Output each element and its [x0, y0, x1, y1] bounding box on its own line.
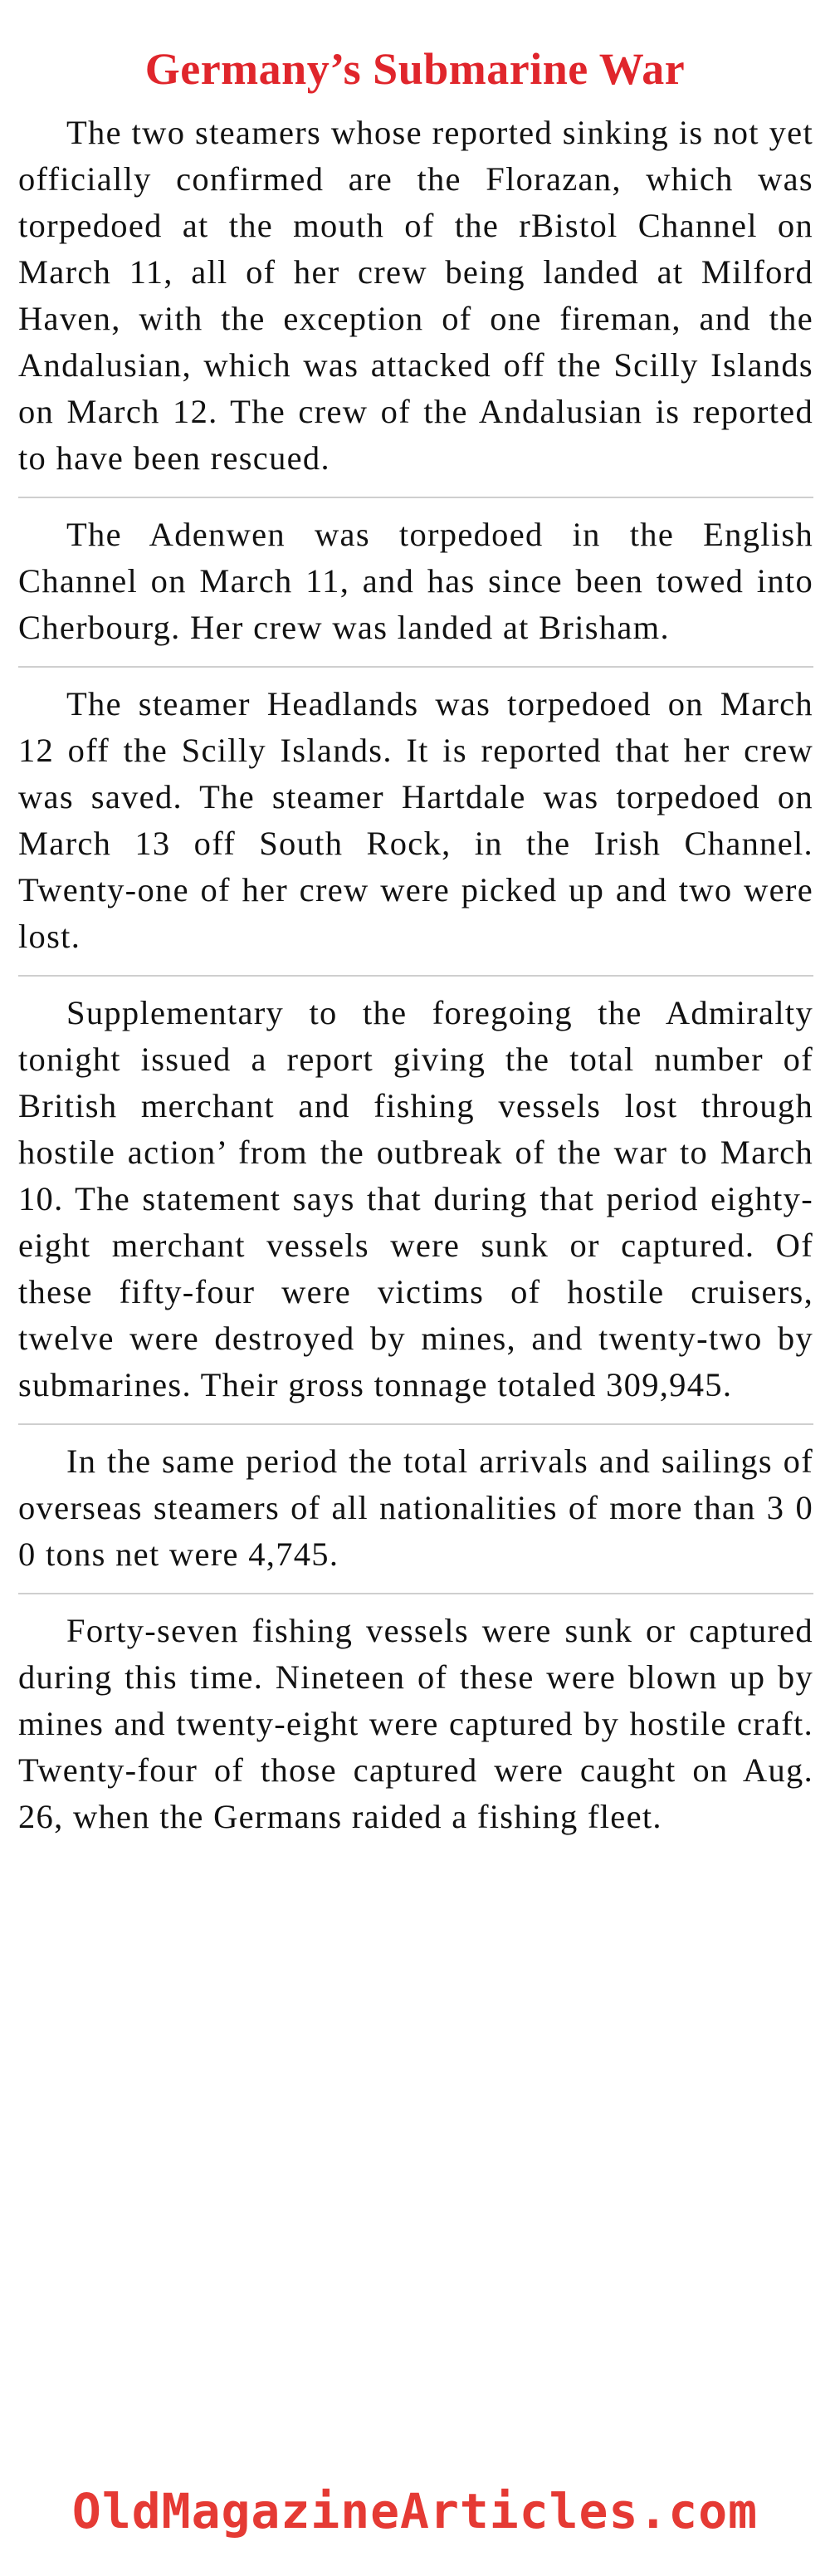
paragraph-fishing-vessels: Forty-seven fishing vessels were sunk or captured during this time. Nineteen of these were blown up by mines and twenty-eight were captured by hostile craft. Twenty-four of those captured were caught on Aug. 26, when the Germans raided a fishing fleet. — [18, 1612, 813, 1835]
paragraph-arrivals-sailings: In the same period the total arrivals and sailings of overseas steamers of all nationalities of more than 3 0 0 tons net were 4,745. — [18, 1442, 813, 1573]
article-body — [18, 110, 813, 1855]
paragraph-divider — [18, 1593, 813, 1594]
paragraph-headlands-hartdale: The steamer Headlands was torpedoed on March 12 off the Scilly Islands. It is reported that her crew was saved. The steamer Hartdale was torpedoed on March 13 off South Rock, in the Irish Channel. Twenty-one of her crew were picked up and two were lost. — [18, 685, 813, 955]
article-headline: Germany’s Submarine War — [144, 44, 686, 94]
paragraph-adenwen: The Adenwen was torpedoed in the English Channel on March 11, and has since been towed into Cherbourg. Her crew was landed at Brisham. — [18, 516, 813, 646]
paragraph-admiralty-report: Supplementary to the foregoing the Admiralty tonight issued a report giving the total number of British merchant and fishing vessels lost through hostile action’ from the outbreak of the war to March 10. The statement says that during that period eighty-eight merchant vessels were sunk or captured. Of these fifty-four were victims of hostile cruisers, twelve were destroyed by mines, and twenty-two by submarines. Their gross tonnage totaled 309,945. — [18, 994, 813, 1403]
paragraph-divider — [18, 1423, 813, 1425]
paragraph-florazan-andalusian: The two steamers whose reported sinking is not yet officially confirmed are the Florazan, which was torpedoed at the mouth of the rBistol Channel on March 11, all of her crew being landed at Milford Haven, with the exception of one fireman, and the Andalusian, which was attacked off the Scilly Islands on March 12. The crew of the Andalusian is reported to have been rescued. — [18, 114, 813, 477]
site-watermark: OldMagazineArticles.com — [71, 2483, 759, 2539]
paragraph-divider — [18, 497, 813, 498]
paragraph-divider — [18, 975, 813, 977]
paragraph-divider — [18, 666, 813, 668]
